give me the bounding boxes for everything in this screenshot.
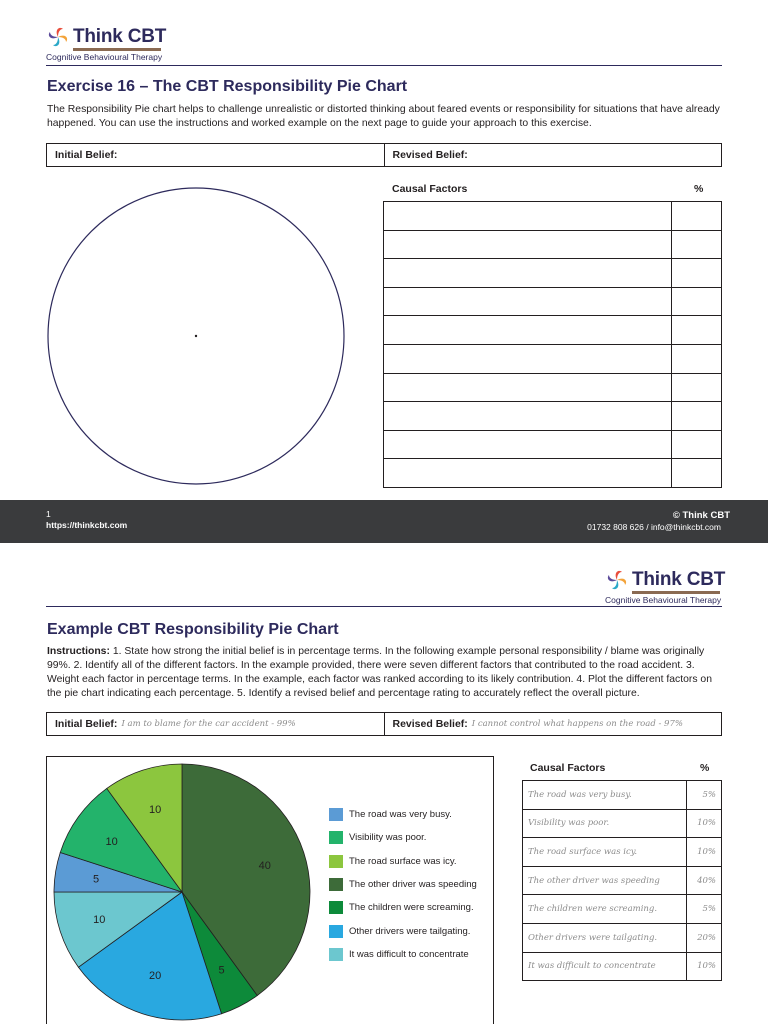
initial-belief-label: Initial Belief: [55, 149, 118, 161]
responsibility-pie-chart [46, 756, 316, 1024]
legend-label: Other drivers were tailgating. [349, 925, 471, 937]
table-row [523, 838, 722, 867]
legend-label: Visibility was poor. [349, 832, 427, 844]
causal-factor-cell: Visibility was poor. [523, 809, 687, 838]
example-percent-header: % [700, 762, 710, 774]
table-row [384, 316, 722, 345]
table-row [384, 344, 722, 373]
belief-box [46, 143, 722, 167]
legend-swatch [329, 878, 343, 891]
percent-cell[interactable] [672, 259, 722, 288]
table-row [523, 781, 722, 810]
causal-factor-cell: The other driver was speeding [523, 866, 687, 895]
legend-swatch [329, 855, 343, 868]
brand-logo [46, 25, 166, 62]
causal-factor-cell[interactable] [384, 344, 672, 373]
legend-swatch [329, 901, 343, 914]
percent-cell[interactable] [672, 430, 722, 459]
legend-swatch [329, 925, 343, 938]
legend-item [329, 826, 477, 849]
instructions-body: 1. State how strong the initial belief is in percentage terms. In the following example personal responsibility / blame was originally 99%. 2. Identify all of the different factors. In the example provided, there were seven different factors that contributed to the road accident. 3. Weight each factor in percentage terms. In the example, each factor was ranked according to its likely contribution. 4. Plot the different factors on the pie chart indicating each percentage. 5. Identify a revised belief and percentage rating to accurately reflect the overall picture. [47, 646, 712, 699]
revised-belief-field[interactable] [384, 144, 722, 166]
example-initial-belief [47, 713, 384, 735]
table-row [384, 402, 722, 431]
percent-cell[interactable] [672, 230, 722, 259]
brand-name: Think CBT [632, 569, 726, 590]
example-factors-table [522, 780, 722, 981]
pie-slice-label: 40 [258, 860, 271, 873]
causal-factor-cell: It was difficult to concentrate [523, 952, 687, 981]
percent-cell[interactable] [672, 287, 722, 316]
percent-cell[interactable] [672, 316, 722, 345]
legend-item [329, 850, 477, 873]
brand-name: Think CBT [73, 26, 167, 47]
table-row [384, 287, 722, 316]
intro-text: The Responsibility Pie chart helps to challenge unrealistic or distorted thinking about feared events or responsibility for situations that have already happened. You can use the instructions and worked example on the next page to guide your approach to this exercise. [47, 104, 720, 129]
initial-belief-value: I am to blame for the car accident - 99% [121, 719, 296, 729]
percent-cell[interactable] [672, 344, 722, 373]
pie-legend [329, 803, 477, 966]
initial-belief-label: Initial Belief: [55, 718, 118, 730]
instructions-text [47, 645, 723, 701]
copyright: © Think CBT [672, 510, 730, 521]
table-row [523, 923, 722, 952]
pinwheel-logo-icon [46, 25, 70, 49]
pie-slice-label: 10 [148, 804, 162, 817]
legend-label: It was difficult to concentrate [349, 948, 469, 960]
table-row [384, 230, 722, 259]
header-divider [46, 65, 722, 66]
pie-slice-label: 5 [218, 964, 225, 977]
causal-factor-cell[interactable] [384, 430, 672, 459]
blank-factors-table [383, 201, 722, 488]
legend-label: The road was very busy. [349, 809, 452, 821]
table-row [523, 952, 722, 981]
table-row [523, 809, 722, 838]
table-row [384, 259, 722, 288]
percent-cell: 40% [687, 866, 722, 895]
percent-cell: 10% [687, 952, 722, 981]
percent-cell: 10% [687, 838, 722, 867]
legend-label: The other driver was speeding [349, 879, 477, 891]
causal-factor-cell[interactable] [384, 230, 672, 259]
example-causal-factors-header: Causal Factors [530, 762, 606, 774]
table-row [384, 459, 722, 488]
example-title: Example CBT Responsibility Pie Chart [47, 621, 339, 638]
causal-factor-cell[interactable] [384, 202, 672, 231]
percent-cell[interactable] [672, 202, 722, 231]
causal-factor-cell[interactable] [384, 259, 672, 288]
brand-tagline: Cognitive Behavioural Therapy [605, 595, 722, 605]
causal-factor-cell: Other drivers were tailgating. [523, 923, 687, 952]
causal-factors-header: Causal Factors [392, 183, 468, 195]
contact-info: 01732 808 626 / info@thinkcbt.com [587, 522, 721, 532]
table-row [523, 895, 722, 924]
table-row [384, 430, 722, 459]
revised-belief-label: Revised Belief: [392, 718, 468, 730]
pie-slice-label: 5 [92, 873, 100, 886]
legend-swatch [329, 808, 343, 821]
page-title: Exercise 16 – The CBT Responsibility Pie Chart [47, 78, 408, 95]
causal-factor-cell[interactable] [384, 459, 672, 488]
revised-belief-value: I cannot control what happens on the road - 97% [471, 719, 683, 729]
header-divider-page2 [46, 606, 722, 607]
table-row [384, 202, 722, 231]
legend-item [329, 896, 477, 919]
legend-swatch [329, 948, 343, 961]
legend-item [329, 803, 477, 826]
brand-logo-page2 [605, 568, 725, 605]
percent-cell: 20% [687, 923, 722, 952]
revised-belief-label: Revised Belief: [392, 149, 468, 161]
brand-underline [73, 48, 161, 51]
legend-label: The road surface was icy. [349, 855, 457, 867]
brand-tagline: Cognitive Behavioural Therapy [46, 52, 163, 62]
example-revised-belief [384, 713, 722, 735]
pie-slice-label: 10 [105, 835, 118, 848]
causal-factor-cell[interactable] [384, 402, 672, 431]
legend-item [329, 919, 477, 942]
percent-cell[interactable] [672, 459, 722, 488]
causal-factor-cell[interactable] [384, 316, 672, 345]
initial-belief-field[interactable] [47, 144, 384, 166]
causal-factor-cell: The children were screaming. [523, 895, 687, 924]
percent-cell: 5% [687, 895, 722, 924]
legend-item [329, 873, 477, 896]
pie-slice-label: 10 [93, 913, 106, 926]
page-number: 1 [46, 509, 51, 519]
percent-cell: 10% [687, 809, 722, 838]
page-footer [0, 500, 768, 543]
legend-label: The children were screaming. [349, 902, 474, 914]
causal-factor-cell[interactable] [384, 287, 672, 316]
table-row [523, 866, 722, 895]
legend-swatch [329, 831, 343, 844]
causal-factor-cell[interactable] [384, 373, 672, 402]
causal-factor-cell: The road surface was icy. [523, 838, 687, 867]
blank-pie-circle [46, 186, 348, 488]
legend-item [329, 943, 477, 966]
percent-header: % [694, 183, 704, 195]
pinwheel-logo-icon [605, 568, 629, 592]
pie-slice-label: 20 [148, 969, 162, 982]
percent-cell: 5% [687, 781, 722, 810]
percent-cell[interactable] [672, 373, 722, 402]
causal-factor-cell: The road was very busy. [523, 781, 687, 810]
brand-underline [632, 591, 720, 594]
table-row [384, 373, 722, 402]
footer-url-link[interactable]: https://thinkcbt.com [46, 520, 128, 530]
percent-cell[interactable] [672, 402, 722, 431]
example-belief-box [46, 712, 722, 736]
instructions-label: Instructions: [47, 646, 110, 657]
